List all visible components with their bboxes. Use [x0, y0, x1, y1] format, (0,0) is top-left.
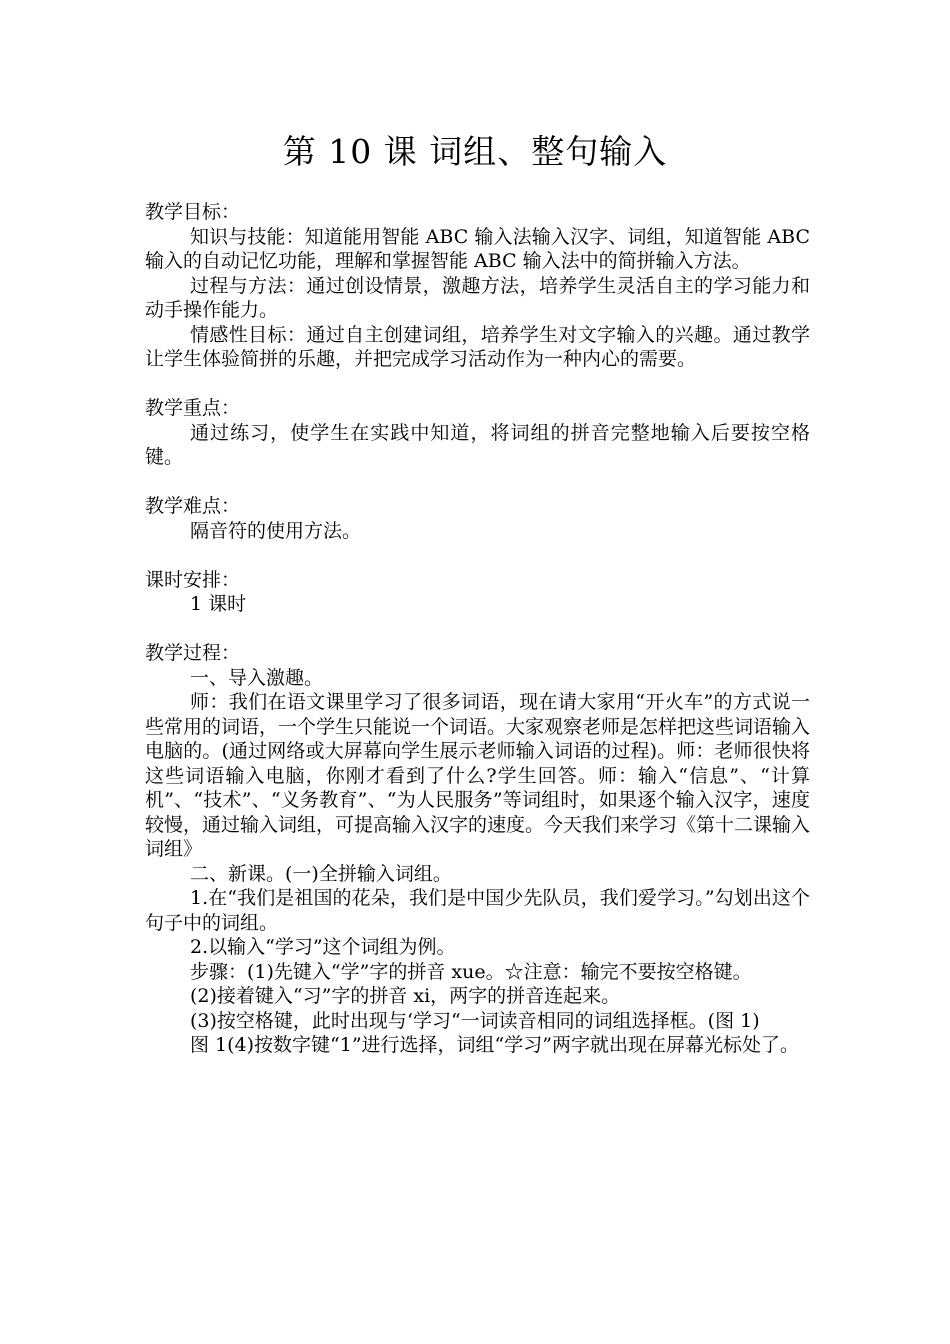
process-step: 2.以输入“学习”这个词组为例。 [190, 936, 456, 958]
key-text: 通过练习，使学生在实践中知道，将词组的拼音完整地输入后要按空格键。 [145, 421, 810, 468]
schedule-text: 1 课时 [190, 593, 247, 615]
schedule-heading: 课时安排： [145, 568, 241, 591]
process-step: 步骤：(1)先键入“学”字的拼音 xue。☆注意：输完不要按空格键。 [190, 960, 752, 983]
objectives-heading: 教学目标： [145, 201, 241, 223]
process-step: 师：我们在语文课里学习了很多词语，现在请大家用“开火车”的方式说一些常用的词语，一个学生只能说一个词语。大家观察老师是怎样把这些词语输入电脑的。(通过网络或大屏幕向学生展示老师输入词语的过程)。师：老师很快将这些词语输入电脑，你刚才看到了什么?学生回答。师：输入“信息”、“计算机”、“技术”、“义务教育”、“为人民服务”等词组时，如果逐个输入汉字，速度较慢，通过输入词组，可提高输入汉字的速度。今天我们来学习《第十二课输入词组》 [145, 691, 811, 860]
objective-knowledge: 知识与技能：知道能用智能 ABC 输入法输入汉字、词组，知道智能 ABC 输入的自动记忆功能，理解和掌握智能 ABC 输入法中的简拼输入方法。 [145, 225, 810, 272]
process-step: 二、新课。(一)全拼输入词组。 [190, 862, 452, 885]
process-step: 图 1(4)按数字键“1”进行选择，词组“学习”两字就出现在屏幕光标处了。 [190, 1034, 799, 1056]
objective-emotion: 情感性目标：通过自主创建词组，培养学生对文字输入的兴趣。通过教学让学生体验简拼的乐趣，并把完成学习活动作为一种内心的需要。 [145, 323, 810, 370]
difficulty-heading: 教学难点： [145, 495, 241, 517]
process-step: (3)按空格键，此时出现与‘学习“一词读音相同的词组选择框。(图 1) [190, 1009, 760, 1032]
key-heading: 教学重点： [145, 397, 241, 419]
page-title: 第 10 课 词组、整句输入 [282, 132, 668, 171]
process-step: 1.在“我们是祖国的花朵，我们是中国少先队员，我们爱学习。”勾划出这个句子中的词组。 [145, 887, 810, 934]
objective-process: 过程与方法：通过创设情景，激趣方法，培养学生灵活自主的学习能力和动手操作能力。 [145, 274, 810, 321]
process-heading: 教学过程： [145, 642, 241, 664]
document-body [145, 200, 810, 1058]
process-step: 一、导入激趣。 [190, 666, 324, 689]
process-step: (2)接着键入“习”字的拼音 xi，两字的拼音连起来。 [190, 985, 621, 1007]
difficulty-text: 隔音符的使用方法。 [190, 519, 362, 542]
